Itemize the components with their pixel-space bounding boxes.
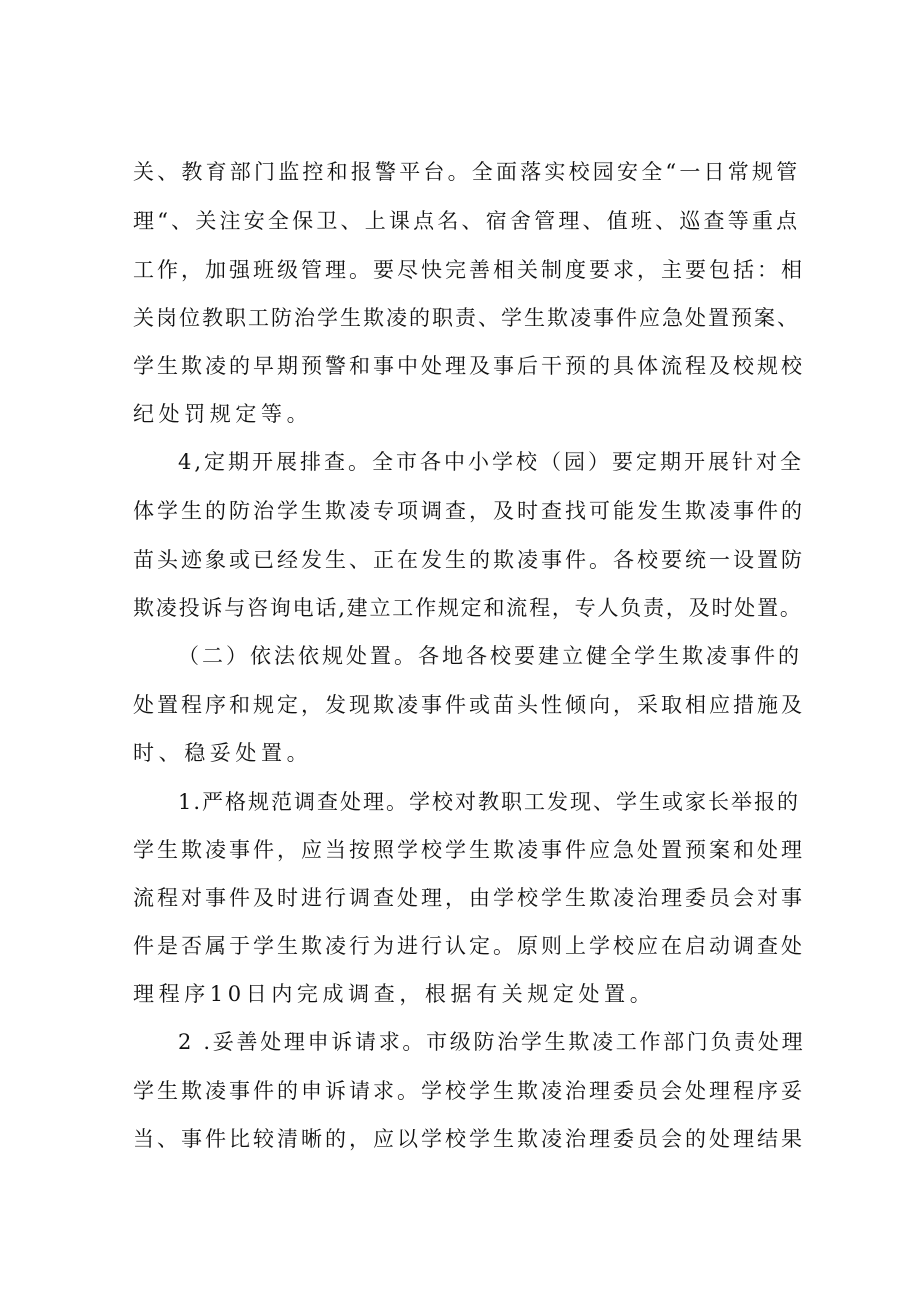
- text-line: 学生欺凌事件，应当按照学校学生欺凌事件应急处置预案和处理: [133, 838, 805, 862]
- text-line: 体学生的防治学生欺凌专项调查，及时查找可能发生欺凌事件的: [133, 499, 805, 523]
- text-line: 欺凌投诉与咨询电话,建立工作规定和流程，专人负责，及时处置。: [133, 596, 803, 620]
- section-heading-line: （二）依法依规处置。各地各校要建立健全学生欺凌事件的: [178, 644, 802, 668]
- text-line: 苗头迹象或已经发生、正在发生的欺凌事件。各校要统一设置防: [133, 548, 805, 572]
- text-line: 件是否属于学生欺凌行为进行认定。原则上学校应在启动调查处: [133, 934, 805, 958]
- text-line: 时、稳妥处置。: [133, 741, 313, 765]
- text-line: 纪处罚规定等。: [133, 402, 313, 426]
- text-line: 工作，加强班级管理。要尽快完善相关制度要求，主要包括：相: [133, 258, 805, 282]
- text-line: 关岗位教职工防治学生欺凌的职责、学生欺凌事件应急处置预案、: [133, 306, 800, 330]
- text-line: 理“、关注安全保卫、上课点名、宿舍管理、值班、巡查等重点: [133, 209, 801, 233]
- text-line: 处置程序和规定，发现欺凌事件或苗头性倾向，采取相应措施及: [133, 693, 805, 717]
- text-line: 当、事件比较清晰的，应以学校学生欺凌治理委员会的处理结果: [133, 1127, 805, 1151]
- text-line: 4,定期开展排查。全市各中小学校（园）要定期开展针对全: [178, 450, 805, 474]
- text-line: 1.严格规范调查处理。学校对教职工发现、学生或家长举报的: [178, 790, 801, 814]
- text-line: 学生欺凌的早期预警和事中处理及事后干预的具体流程及校规校: [133, 354, 805, 378]
- text-line: 理程序10日内完成调查，根据有关规定处置。: [133, 982, 656, 1006]
- text-line: 流程对事件及时进行调查处理，由学校学生欺凌治理委员会对事: [133, 886, 805, 910]
- text-line: 2 .妥善处理申诉请求。市级防治学生欺凌工作部门负责处理: [178, 1030, 806, 1054]
- text-line: 学生欺凌事件的申诉请求。学校学生欺凌治理委员会处理程序妥: [133, 1079, 805, 1103]
- text-line: 关、教育部门监控和报警平台。全面落实校园安全“一日常规管: [133, 160, 801, 184]
